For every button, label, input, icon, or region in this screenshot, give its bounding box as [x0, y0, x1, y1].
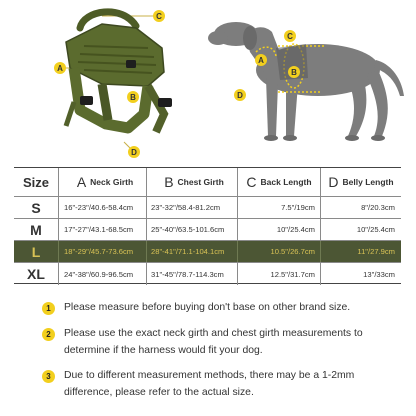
harness-image: [44, 2, 204, 162]
dog-callout-d: [234, 89, 246, 101]
size-label: XL: [27, 266, 45, 282]
svg-text:D: D: [131, 148, 137, 157]
chest-girth-value: 23"-32"/58.4-81.2cm: [151, 203, 221, 212]
back-length-value: 12.5"/31.7cm: [270, 269, 315, 279]
size-label: M: [30, 221, 42, 238]
note-number-badge: 1: [42, 302, 55, 315]
note-text: Please use the exact neck girth and chest girth measurements to determine if the harness would fit your dog.: [64, 328, 363, 356]
back-length-value: 10"/25.4cm: [276, 225, 315, 234]
back-length-header: Back Length: [260, 177, 312, 187]
belly-length-value: 8"/20.3cm: [361, 203, 395, 212]
note-number-badge: 3: [42, 370, 55, 383]
callout-b: [127, 91, 139, 103]
size-label: L: [31, 243, 41, 260]
neck-girth-header: Neck Girth: [90, 177, 134, 187]
belly-length-value: 11"/27.9cm: [357, 247, 395, 256]
dog-callout-c: [284, 30, 296, 42]
svg-text:D: D: [237, 91, 243, 100]
table-row-s: [14, 197, 401, 219]
callout-c: [153, 10, 165, 22]
size-chart-table: [14, 167, 401, 284]
neck-girth-letter: A: [76, 174, 87, 190]
svg-text:C: C: [156, 12, 162, 21]
neck-girth-value: 17"-27"/43.1-68.5cm: [64, 225, 134, 234]
neck-girth-value: 16"-23"/40.6-58.4cm: [64, 203, 134, 212]
back-length-letter: C: [246, 174, 257, 190]
dog-callout-a: [255, 54, 267, 66]
belly-length-letter: D: [328, 174, 339, 190]
svg-text:C: C: [287, 32, 293, 41]
svg-text:B: B: [130, 93, 136, 102]
back-length-value: 10.5"/26.7cm: [270, 247, 315, 256]
note-text: Due to different measurement methods, there may be a 1-2mm difference, please refer to the actual size.: [64, 370, 355, 398]
belly-length-value: 13"/33cm: [363, 269, 395, 279]
size-column-header: Size: [22, 174, 49, 190]
table-header-row: [14, 168, 401, 197]
dog-callout-b: [288, 66, 300, 78]
table-row-l-highlighted: [14, 241, 401, 263]
callout-d: [128, 146, 140, 158]
note-text: Please measure before buying don't base on other brand size.: [64, 302, 351, 313]
belly-length-header: Belly Length: [342, 177, 394, 187]
belly-length-value: 10"/25.4cm: [356, 225, 395, 234]
note-number-badge: 2: [42, 328, 55, 341]
neck-girth-value: 24"-38"/60.9-96.5cm: [64, 269, 134, 279]
svg-text:A: A: [258, 56, 264, 65]
size-label: S: [31, 199, 41, 216]
chest-girth-header: Chest Girth: [177, 177, 224, 187]
chest-girth-value: 25"-40"/63.5-101.6cm: [151, 225, 225, 234]
neck-girth-value: 18"-29"/45.7-73.6cm: [64, 247, 134, 256]
chest-girth-value: 28"-41"/71.1-104.1cm: [151, 247, 225, 256]
table-row-xl: [14, 263, 401, 285]
back-length-value: 7.5"/19cm: [281, 203, 315, 212]
chest-girth-letter: B: [164, 174, 174, 190]
chest-girth-value: 31"-45"/78.7-114.3cm: [151, 269, 224, 279]
table-row-m: [14, 219, 401, 241]
dog-silhouette-image: [206, 8, 406, 158]
callout-a: [54, 62, 66, 74]
svg-text:B: B: [291, 68, 297, 77]
svg-text:A: A: [57, 64, 63, 73]
